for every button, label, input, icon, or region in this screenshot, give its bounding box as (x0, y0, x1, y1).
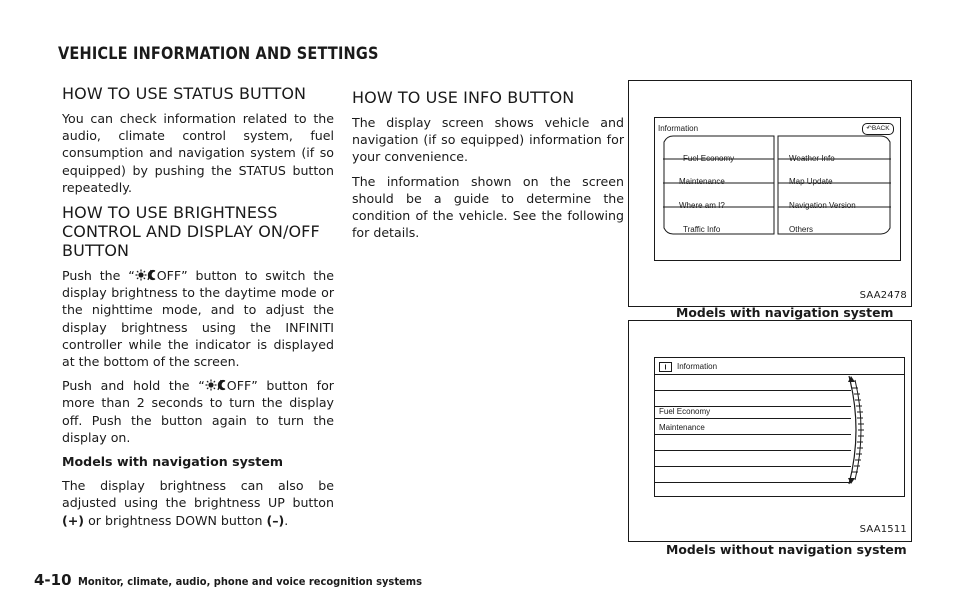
info-icon (659, 362, 672, 372)
divider (655, 374, 904, 375)
figure-caption-no-navigation: Models without navigation system (666, 542, 907, 557)
paragraph-status: You can check information related to the audio, climate control system, fuel consumption and navigation system (if so equipped) by pushing the STATUS button repeatedly. (62, 111, 334, 195)
paragraph-info-2: The information shown on the screen should be a guide to determine the condition of the vehicle. See the following for details. (352, 173, 624, 241)
heading-brightness: HOW TO USE BRIGHTNESS CONTROL AND DISPLAY ON/OFF BUTTON (62, 203, 320, 261)
menu-item-map-update[interactable]: Map Update (789, 177, 833, 186)
text-brightness-2-rest: OFF” button for more than 2 seconds to turn the display off. Push the button again to turn the display on. (62, 378, 334, 445)
divider (655, 434, 851, 435)
paragraph-brightness-3 (62, 477, 334, 529)
scroll-dial[interactable] (843, 374, 865, 486)
screen-title: Information (658, 124, 699, 133)
text-brightness-1-rest: OFF” button to switch the display brightness to the daytime mode or the nighttime mode, and to adjust the display brightness using the INFINITI controller while the indicator is displayed at the bottom of the screen. (62, 268, 334, 370)
column-middle (352, 88, 624, 248)
brightness-icon (135, 269, 157, 281)
text-push-the: Push the “ (62, 268, 135, 284)
divider (655, 390, 851, 391)
text-or-down: or brightness DOWN button (88, 512, 263, 528)
info-screen-no-navigation (654, 357, 905, 497)
divider (655, 482, 851, 483)
paragraph-brightness-1 (62, 267, 334, 370)
figure-code: SAA1511 (859, 524, 907, 535)
menu-item-traffic-info[interactable]: Traffic Info (683, 225, 721, 234)
column-left (62, 84, 334, 536)
menu-item-maintenance[interactable]: Maintenance (659, 423, 705, 432)
heading-status-button: HOW TO USE STATUS BUTTON (62, 84, 307, 103)
menu-item-navigation-version[interactable]: Navigation Version (789, 201, 856, 210)
brightness-icon (205, 379, 227, 391)
menu-item-where-am-i[interactable]: Where am I? (679, 201, 725, 210)
menu-item-others[interactable]: Others (789, 225, 814, 234)
figure-code: SAA2478 (859, 290, 907, 301)
text-push-hold: Push and hold the “ (62, 378, 205, 394)
brightness-up-label: (+) (62, 512, 85, 528)
menu-item-maintenance[interactable]: Maintenance (679, 177, 725, 186)
screen-title: Information (677, 362, 718, 371)
label-models-navigation: Models with navigation system (62, 454, 283, 470)
menu-item-fuel-economy[interactable]: Fuel Economy (659, 407, 711, 416)
brightness-down-label: (–) (266, 512, 285, 528)
divider (655, 418, 851, 419)
page-footer (34, 570, 460, 589)
menu-item-weather-info[interactable]: Weather Info (789, 154, 835, 163)
back-arrow-icon: ↶ (866, 125, 872, 132)
section-header: VEHICLE INFORMATION AND SETTINGS (58, 44, 379, 63)
menu-frame (655, 118, 900, 260)
menu-item-fuel-economy[interactable]: Fuel Economy (683, 154, 735, 163)
section-name: Monitor, climate, audio, phone and voice recognition systems (77, 575, 422, 588)
figure-caption-navigation: Models with navigation system (676, 305, 894, 320)
back-label: BACK (871, 125, 890, 132)
figure-info-navigation (628, 80, 912, 307)
paragraph-info-1: The display screen shows vehicle and navigation (if so equipped) information for your convenience. (352, 115, 624, 165)
info-screen-navigation (654, 117, 901, 261)
text-brightness-up: The display brightness can also be adjusted using the brightness UP button (62, 478, 334, 511)
paragraph-brightness-2 (62, 377, 334, 446)
text-period: . (284, 512, 289, 528)
page-number: 4-10 (34, 571, 72, 589)
divider (655, 466, 851, 467)
divider (655, 450, 851, 451)
figure-info-no-navigation (628, 320, 912, 542)
heading-info-button: HOW TO USE INFO BUTTON (352, 88, 575, 107)
